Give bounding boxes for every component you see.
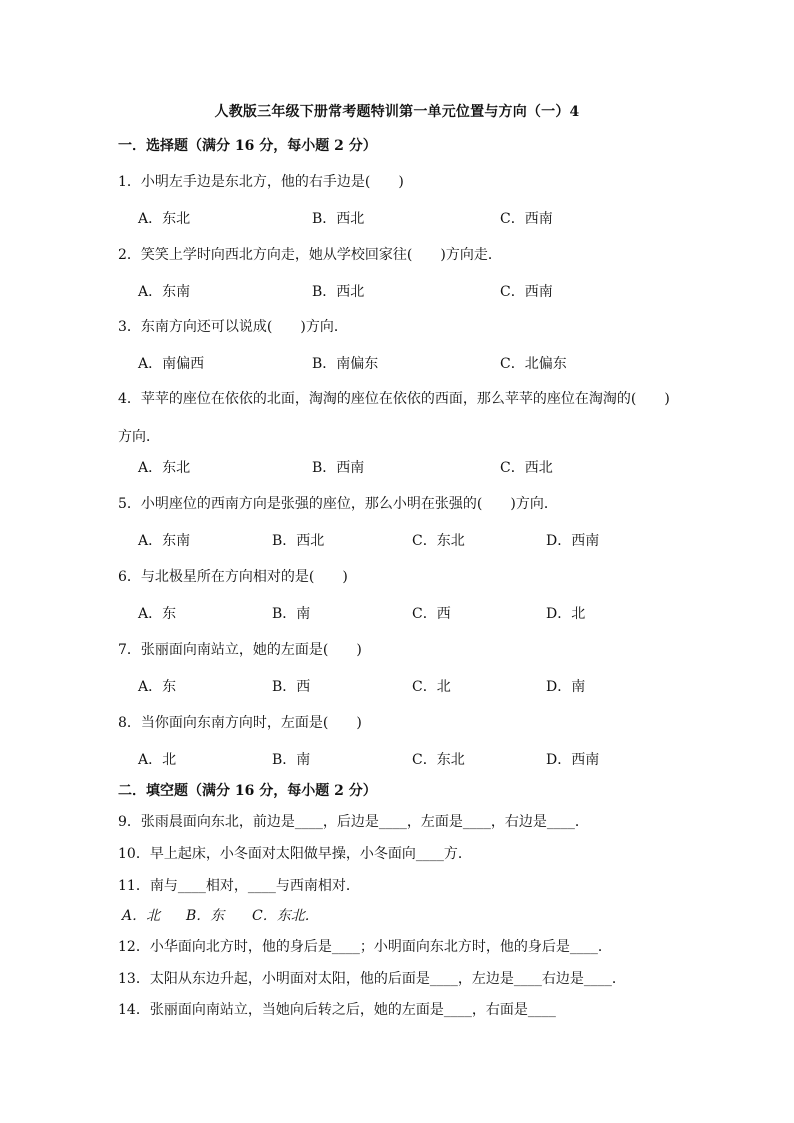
question-7-options (138, 676, 738, 696)
option-b[interactable]: B．东 (186, 908, 225, 924)
option-a[interactable]: A．东 (138, 606, 177, 622)
question-7: 7．张丽面向南站立，她的左面是( ) (118, 642, 362, 658)
option-b[interactable]: B．南偏东 (312, 356, 379, 372)
option-d[interactable]: D．西南 (546, 533, 600, 549)
question-5-options (138, 530, 738, 550)
question-11: 11．南与____相对，____与西南相对． (118, 878, 360, 894)
option-a[interactable]: A．东北 (138, 460, 191, 476)
option-c[interactable]: C．东北 (412, 752, 465, 768)
option-a[interactable]: A．北 (122, 908, 161, 924)
option-c[interactable]: C．东北． (252, 908, 319, 924)
question-3: 3．东南方向还可以说成( )方向． (118, 319, 348, 335)
option-a[interactable]: A．东南 (138, 533, 191, 549)
option-a[interactable]: A．南偏西 (138, 356, 205, 372)
option-c[interactable]: C．西 (412, 606, 451, 622)
option-b[interactable]: B．西北 (272, 533, 325, 549)
option-b[interactable]: B．西 (272, 679, 311, 695)
question-1-options (138, 208, 738, 228)
option-d[interactable]: D．北 (546, 606, 586, 622)
option-c[interactable]: C．西南 (500, 211, 553, 227)
question-4: 4．苹苹的座位在依依的北面，淘淘的座位在依依的西面，那么苹苹的座位在淘淘的( ) (118, 391, 670, 407)
option-c[interactable]: C．北 (412, 679, 451, 695)
option-c[interactable]: C．西南 (500, 284, 553, 300)
option-a[interactable]: A．东南 (138, 284, 191, 300)
question-1: 1．小明左手边是东北方，他的右手边是( ) (118, 174, 404, 190)
option-b[interactable]: B．南 (272, 606, 311, 622)
option-a[interactable]: A．北 (138, 752, 177, 768)
section-fill-heading: 二．填空题（满分 16 分，每小题 2 分） (118, 783, 377, 799)
section-choice-heading: 一．选择题（满分 16 分，每小题 2 分） (118, 138, 377, 154)
question-6: 6．与北极星所在方向相对的是( ) (118, 569, 348, 585)
option-a[interactable]: A．东北 (138, 211, 191, 227)
question-8-options (138, 749, 738, 769)
option-c[interactable]: C．西北 (500, 460, 553, 476)
question-2: 2．笑笑上学时向西北方向走，她从学校回家往( )方向走． (118, 247, 502, 263)
question-9: 9．张雨晨面向东北，前边是____，后边是____，左面是____，右边是____． (118, 814, 589, 830)
question-14: 14．张丽面向南站立，当她向后转之后，她的左面是____，右面是____ (118, 1002, 556, 1018)
question-5: 5．小明座位的西南方向是张强的座位，那么小明在张强的( )方向． (118, 496, 558, 512)
option-d[interactable]: D．西南 (546, 752, 600, 768)
question-11-options (122, 905, 722, 925)
question-13: 13．太阳从东边升起，小明面对太阳，他的后面是____，左边是____右边是____． (118, 971, 626, 987)
question-10: 10．早上起床，小冬面对太阳做早操，小冬面向____方． (118, 846, 472, 862)
option-d[interactable]: D．南 (546, 679, 586, 695)
option-c[interactable]: C．东北 (412, 533, 465, 549)
question-2-options (138, 281, 738, 301)
option-b[interactable]: B．南 (272, 752, 311, 768)
option-b[interactable]: B．西北 (312, 284, 365, 300)
option-b[interactable]: B．西南 (312, 460, 365, 476)
option-b[interactable]: B．西北 (312, 211, 365, 227)
option-c[interactable]: C．北偏东 (500, 356, 567, 372)
question-6-options (138, 603, 738, 623)
option-a[interactable]: A．东 (138, 679, 177, 695)
question-4-options (138, 457, 738, 477)
page-title: 人教版三年级下册常考题特训第一单元位置与方向（一）4 (214, 104, 580, 120)
question-8: 8．当你面向东南方向时，左面是( ) (118, 715, 362, 731)
question-3-options (138, 353, 738, 373)
question-12: 12．小华面向北方时，他的身后是____；小明面向东北方时，他的身后是____． (118, 939, 612, 955)
question-4-continuation: 方向． (118, 429, 160, 445)
